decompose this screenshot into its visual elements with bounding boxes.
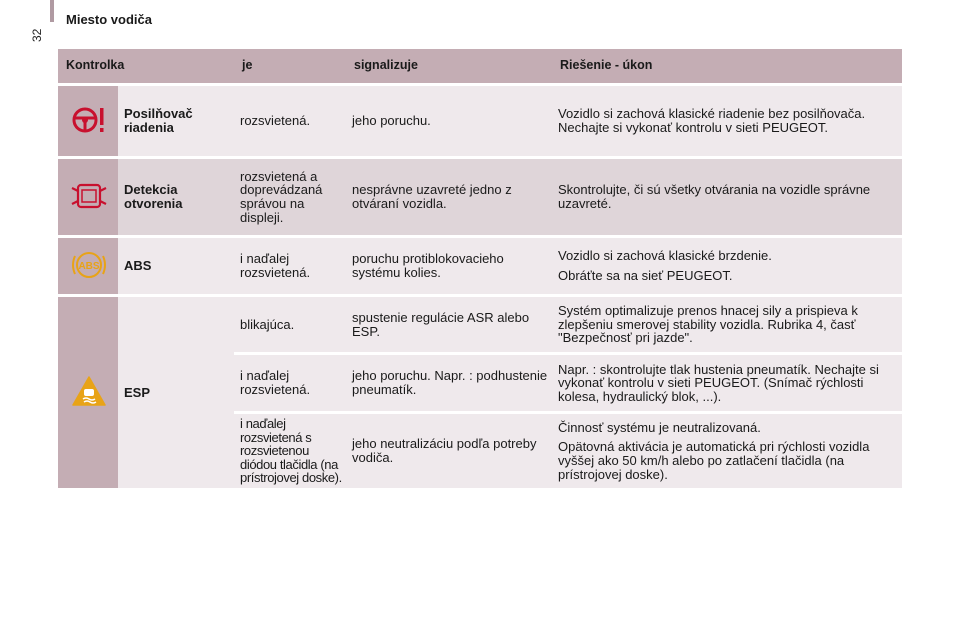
icon-cell <box>58 238 118 294</box>
header-kontrolka: Kontrolka <box>58 49 234 83</box>
lamp-solution: Vozidlo si zachová klasické riadenie bez posilňovača. Nechajte si vykonať kontrolu v sieti PEUGEOT. <box>552 86 902 156</box>
table-row <box>58 238 902 294</box>
section-title: Miesto vodiča <box>66 12 152 27</box>
lamp-signals: spustenie regulácie ASR alebo ESP. <box>346 297 552 352</box>
lamp-label: ESP <box>118 297 234 488</box>
lamp-label: Detekcia otvorenia <box>118 159 234 235</box>
lamp-state: i naďalej rozsvietená. <box>234 238 346 294</box>
lamp-state: i naďalej rozsvietená. <box>234 355 346 411</box>
lamp-state: rozsvietená. <box>234 86 346 156</box>
esp-icon <box>70 374 108 408</box>
table-row <box>58 159 902 235</box>
abs-icon <box>70 248 108 282</box>
header-riesenie: Riešenie - úkon <box>552 49 902 83</box>
lamp-label: Posilňovač riadenia <box>118 86 234 156</box>
header-je: je <box>234 49 346 83</box>
lamp-label: ABS <box>118 238 234 294</box>
table-header-row <box>58 49 902 83</box>
lamp-solution: Vozidlo si zachová klasické brzdenie. Obráťte sa na sieť PEUGEOT. <box>552 238 902 294</box>
lamp-solution: Skontrolujte, či sú všetky otvárania na vozidle správne uzavreté. <box>552 159 902 235</box>
warning-lamps-table <box>58 46 902 491</box>
lamp-state: rozsvietená a doprevádzaná správou na displeji. <box>234 159 346 235</box>
lamp-signals: jeho neutralizáciu podľa potreby vodiča. <box>346 414 552 488</box>
lamp-state: blikajúca. <box>234 297 346 352</box>
lamp-solution: Systém optimalizuje prenos hnacej sily a prispieva k zlepšeniu smerovej stability vozidla. Rubrika 4, časť "Bezpečnosť pri jazde". <box>552 297 902 352</box>
table-row <box>58 86 902 156</box>
door-open-icon <box>70 179 108 213</box>
lamp-solution: Napr. : skontrolujte tlak hustenia pneumatík. Nechajte si vykonať kontrolu v sieti PEUGEOT. (Snímač rýchlosti kolesa, hydraulický blok, ...). <box>552 355 902 411</box>
icon-cell <box>58 86 118 156</box>
power-steering-icon <box>70 103 108 137</box>
lamp-signals: jeho poruchu. Napr. : podhustenie pneumatík. <box>346 355 552 411</box>
lamp-state: i naďalej rozsvietená s rozsvietenou diódou tlačidla (na prístrojovej doske). <box>234 414 346 488</box>
page-number: 32 <box>30 28 44 42</box>
lamp-solution: Činnosť systému je neutralizovaná. Opätovná aktivácia je automatická pri rýchlosti vozidla vyššej ako 50 km/h alebo po zatlačení tlačidla (na prístrojovej doske). <box>552 414 902 488</box>
header-signalizuje: signalizuje <box>346 49 552 83</box>
icon-cell <box>58 297 118 488</box>
icon-cell <box>58 159 118 235</box>
margin-bar <box>50 0 54 22</box>
lamp-signals: jeho poruchu. <box>346 86 552 156</box>
lamp-signals: nesprávne uzavreté jedno z otváraní vozidla. <box>346 159 552 235</box>
svg-text:ABS: ABS <box>78 260 100 272</box>
table-row <box>58 297 902 352</box>
lamp-signals: poruchu protiblokovacieho systému kolies. <box>346 238 552 294</box>
